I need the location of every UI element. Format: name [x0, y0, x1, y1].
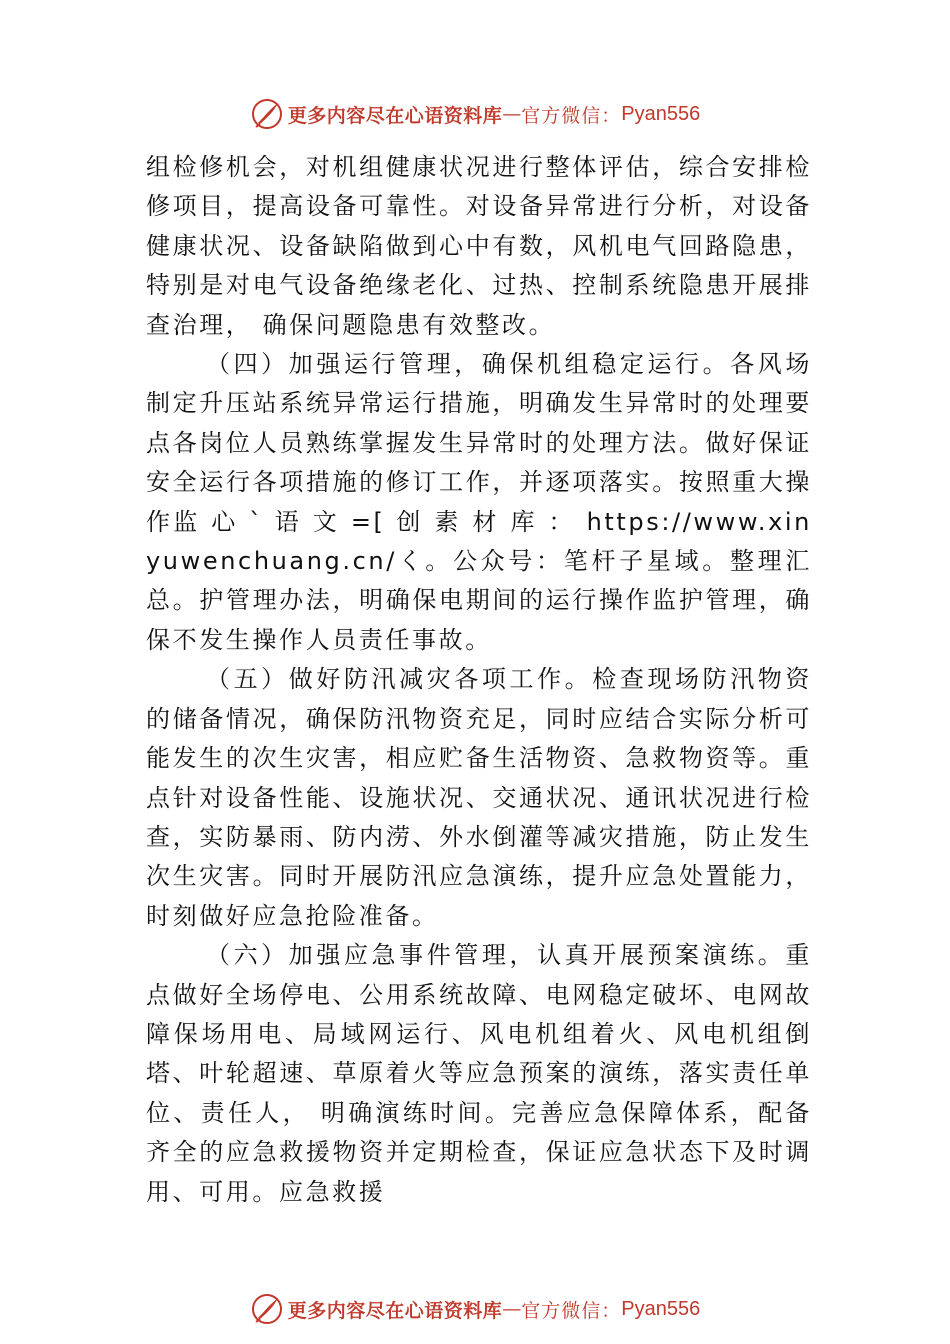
- logo-quill-icon: [250, 1292, 284, 1326]
- paragraph-flood-control: （五）做好防汛减灾各项工作。检查现场防汛物资的储备情况，确保防汛物资充足，同时应结合实际分析可能发生的次生灾害，相应贮备生活物资、急救物资等。重点针对设备性能、设施状况、交通状况、通讯状况进行检查，实防暴雨、防内涝、外水倒灌等减灾措施，防止发生次生灾害。同时开展防汛应急演练，提升应急处置能力，时刻做好应急抢险准备。: [146, 665, 812, 930]
- banner-separator: —: [502, 1298, 522, 1320]
- header-banner: [0, 94, 950, 134]
- banner-wechat-label: 官方微信：: [521, 104, 622, 127]
- banner-wechat-id: Pyan556: [621, 1297, 701, 1320]
- logo-quill-icon: [250, 97, 284, 131]
- document-body: [146, 148, 812, 1212]
- paragraph-operations: （四）加强运行管理，确保机组稳定运行。各风场制定升压站系统异常运行措施，明确发生异常时的处理要点各岗位人员熟练掌握发生异常时的处理方法。做好保证安全运行各项措施的修订工作，并逐项落实。按照重大操作监 心 ` 语 文 =[ 创 素 材 库 ： https://www.xinyuwenchuang.cn/く。公众号：笔杆子星域。整理汇总。护管理办法，明确保电期间的运行操作监护管理，确保不发生操作人员责任事故。: [146, 350, 812, 654]
- banner-title: 更多内容尽在心语资料库: [287, 1299, 503, 1322]
- footer-banner: [0, 1289, 950, 1329]
- paragraph-continued: 组检修机会，对机组健康状况进行整体评估，综合安排检修项目，提高设备可靠性。对设备异常进行分析，对设备健康状况、设备缺陷做到心中有数，风机电气回路隐患，特别是对电气设备绝缘老化、过热、控制系统隐患开展排查治理， 确保问题隐患有效整改。: [146, 153, 812, 339]
- banner-title: 更多内容尽在心语资料库: [287, 104, 503, 127]
- banner-separator: —: [502, 103, 522, 125]
- banner-wechat-id: Pyan556: [621, 102, 701, 125]
- banner-wechat-label: 官方微信：: [521, 1299, 622, 1322]
- paragraph-emergency: （六）加强应急事件管理，认真开展预案演练。重点做好全场停电、公用系统故障、电网稳定破坏、电网故障保场用电、局域网运行、风电机组着火、风电机组倒塔、叶轮超速、草原着火等应急预案的演练，落实责任单位、责任人， 明确演练时间。完善应急保障体系，配备齐全的应急救援物资并定期检查，保证应急状态下及时调用、可用。应急救援: [146, 941, 812, 1206]
